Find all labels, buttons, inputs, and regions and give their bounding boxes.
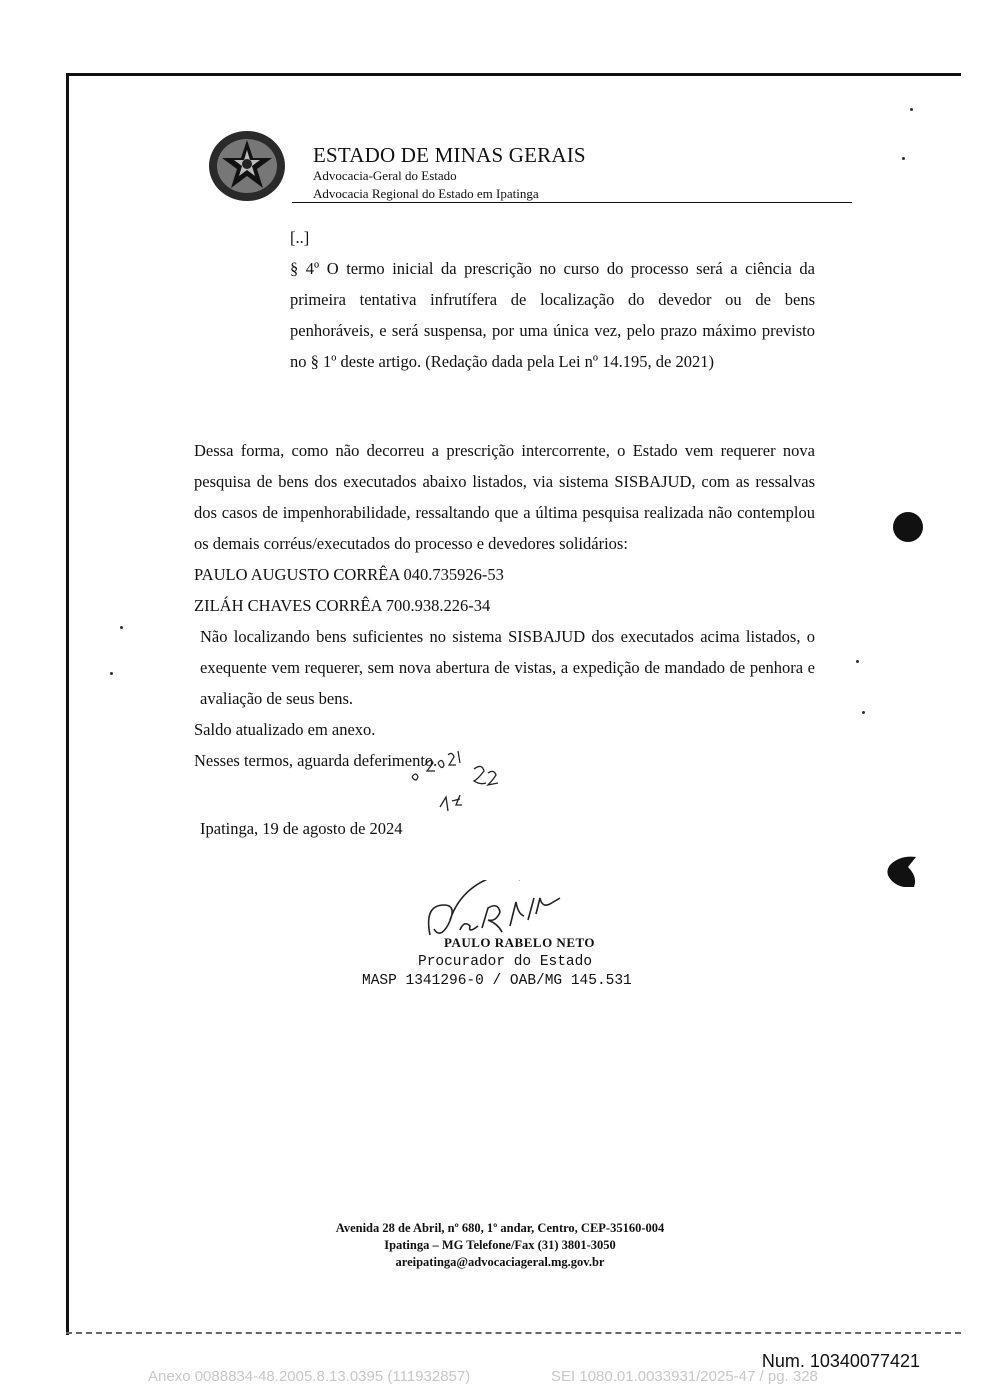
header-subtitle-agency: Advocacia-Geral do Estado: [313, 168, 457, 183]
scan-speck: [862, 711, 865, 714]
scan-frame-left: [66, 73, 69, 1335]
executado-item: PAULO AUGUSTO CORRÊA 040.735926-53: [194, 565, 504, 584]
annex-stamp: Anexo 0088834-48.2005.8.13.0395 (111932857): [148, 1368, 471, 1385]
quote-text: § 4º O termo inicial da prescrição no curso do processo será a ciência da primeira tentativa infrutífera de localização do devedor ou de bens penhoráveis, e será suspensa, por uma única vez, pelo prazo máximo previsto no § 1º deste artigo. (Redação dada pela Lei nº 14.195, de 2021): [290, 259, 815, 371]
petition-body: [194, 435, 815, 776]
date-line: Ipatinga, 19 de agosto de 2024: [200, 819, 403, 838]
quoted-law-block: [290, 222, 815, 377]
closing-line: Nesses termos, aguarda deferimento.: [194, 751, 438, 770]
header-title: ESTADO DE MINAS GERAIS: [313, 143, 586, 167]
scan-frame-top: [66, 73, 961, 76]
footer-city-phone: Ipatinga – MG Telefone/Fax (31) 3801-3050: [384, 1238, 616, 1252]
signer-masp-oab: MASP 1341296-0 / OAB/MG 145.531: [362, 973, 632, 989]
saldo-line: Saldo atualizado em anexo.: [194, 720, 376, 739]
ink-blot: [893, 512, 923, 542]
header-divider: [292, 202, 852, 203]
ink-blot: [886, 855, 920, 887]
signer-name: PAULO RABELO NETO: [444, 935, 596, 950]
scan-speck: [120, 626, 123, 629]
scan-frame-bottom: [66, 1332, 961, 1334]
handwritten-annotation: [400, 745, 510, 825]
state-coat-of-arms-icon: [206, 128, 288, 204]
scan-speck: [910, 108, 913, 111]
executado-item: ZILÁH CHAVES CORRÊA 700.938.226-34: [194, 596, 491, 615]
body-paragraph-penhora: Não localizando bens suficientes no sistema SISBAJUD dos executados acima listados, o exequente vem requerer, sem nova abertura de vistas, a expedição de mandado de penhora e avaliação de seus bens.: [200, 627, 815, 708]
signer-role: Procurador do Estado: [418, 954, 593, 970]
body-paragraph-request: Dessa forma, como não decorreu a prescrição intercorrente, o Estado vem requerer nova pesquisa de bens dos executados abaixo listados, via sistema SISBAJUD, com as ressalvas dos casos de impenhorabilidade, ressaltando que a última pesquisa realizada não contemplou os demais corréus/executados do processo e devedores solidários:: [194, 441, 815, 553]
quote-ellipsis: [..]: [290, 228, 310, 247]
scan-speck: [110, 672, 113, 675]
footer-address-block: [300, 1220, 700, 1271]
header-subtitle-regional: Advocacia Regional do Estado em Ipatinga: [313, 186, 539, 201]
sei-stamp: SEI 1080.01.0033931/2025-47 / pg. 328: [551, 1368, 818, 1385]
footer-email: areipatinga@advocaciageral.mg.gov.br: [395, 1255, 605, 1269]
scan-speck: [856, 660, 859, 663]
scan-speck: [902, 157, 905, 160]
footer-address: Avenida 28 de Abril, nº 680, 1º andar, Centro, CEP-35160-004: [335, 1221, 665, 1235]
document-number: Num. 10340077421: [761, 1351, 920, 1371]
